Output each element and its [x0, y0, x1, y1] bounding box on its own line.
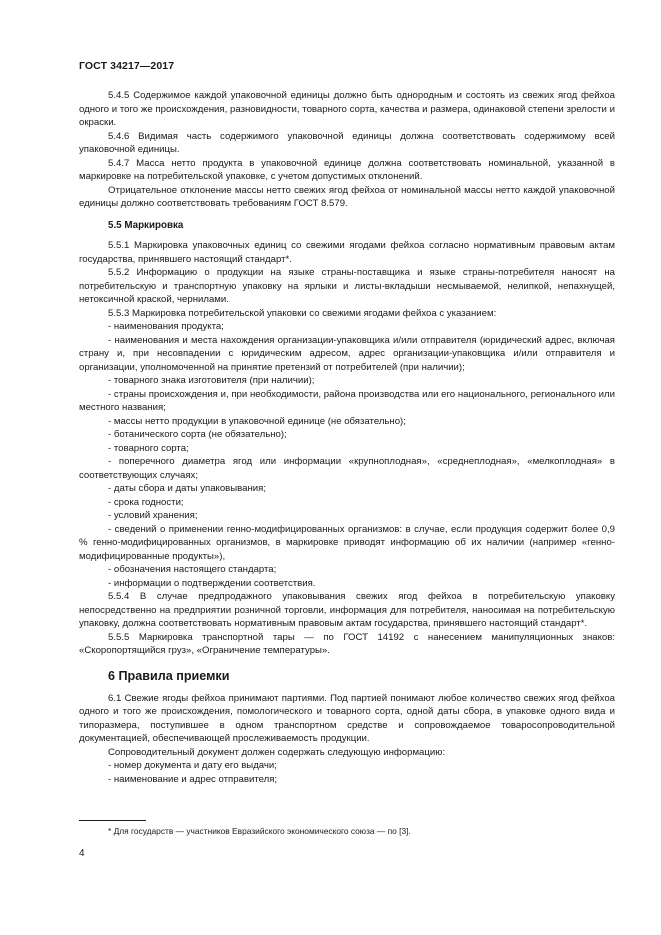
paragraph-5-4-7-continued: Отрицательное отклонение массы нетто свежих ягод фейхоа от номинальной массы нетто каждой упаковочной единицы должно соответствовать требованиям ГОСТ 8.579.	[79, 184, 615, 209]
list-item: - товарного сорта;	[108, 442, 189, 454]
footnote-divider	[79, 820, 146, 821]
list-item: - страны происхождения и, при необходимости, района производства или его национального, регионального или местного названия;	[79, 388, 615, 413]
list-item: - наименование и адрес отправителя;	[108, 773, 278, 785]
list-item: - наименования продукта;	[108, 321, 224, 332]
paragraph-5-5-2: 5.5.2 Информацию о продукции на языке страны-поставщика и языке страны-потребителя наносят на потребительскую и транспортную упаковку на ярлыки и листы-вкладыши несмываемой, нелипкой, непахнущей, нетоксичной краской, чернилами.	[79, 267, 615, 305]
body-text	[79, 89, 615, 786]
paragraph-5-4-5: 5.4.5 Содержимое каждой упаковочной единицы должно быть однородным и состоять из свежих ягод фейхоа одного и того же происхождения, разновидности, товарного сорта, качества и размера, одинаковой степени зрелости и окраски.	[79, 90, 615, 128]
list-item: - наименования и места нахождения организации-упаковщика и/или отправителя (юридический адрес, включая страну и, при несовпадении с юридическим адресом, адрес организации-упаковщика и/или отправителя и организации, уполномоченной на принятие претензий от потребителей (при наличии);	[79, 334, 615, 373]
paragraph-6-1: 6.1 Свежие ягоды фейхоа принимают партиями. Под партией понимают любое количество свежих ягод фейхоа одного и того же происхождения, помологического и товарного сорта, одной даты сбора, в упаковке одного вида и типоразмера, поступившее в одном транспортном средстве и сопровождаемое товаросопроводительной документацией, обеспечивающей прослеживаемость продукции.	[79, 692, 615, 744]
list-item: - срока годности;	[108, 496, 184, 508]
page-number: 4	[79, 848, 85, 859]
paragraph-5-4-7: 5.4.7 Масса нетто продукта в упаковочной единице должна соответствовать номинальной, указанной в маркировке на потребительской упаковке, с учетом допустимых отклонений.	[79, 157, 615, 182]
list-item: - массы нетто продукции в упаковочной единице (не обязательно);	[108, 415, 406, 427]
list-item: - номер документа и дату его выдачи;	[108, 760, 277, 771]
section-title-5-5: 5.5 Маркировка	[108, 219, 184, 231]
document-header: ГОСТ 34217—2017	[79, 60, 175, 72]
paragraph-5-5-4: 5.5.4 В случае предпродажного упаковывания свежих ягод фейхоа в потребительскую упаковку непосредственно на предприятии розничной торговли, информация для потребителя, наносимая на потребительскую упаковку, должна соответствовать нормативным правовым актам государства, принявшего настоящий стандарт*.	[79, 591, 615, 629]
footnote: * Для государств — участников Евразийского экономического союза — по [3].	[108, 826, 411, 836]
list-item: - поперечного диаметра ягод или информации «крупноплодная», «среднеплодная», «мелкоплодная» в соответствующих случаях;	[79, 456, 615, 481]
list-item: - условий хранения;	[108, 510, 198, 521]
list-item: - ботанического сорта (не обязательно);	[108, 429, 287, 440]
paragraph-6-1-continued: Сопроводительный документ должен содержать следующую информацию:	[108, 746, 446, 758]
list-item: - информации о подтверждении соответствия.	[108, 577, 316, 589]
list-item: - обозначения настоящего стандарта;	[108, 564, 277, 575]
paragraph-5-5-3: 5.5.3 Маркировка потребительской упаковки со свежими ягодами фейхоа с указанием:	[108, 307, 497, 319]
list-item: - товарного знака изготовителя (при наличии);	[108, 375, 315, 386]
section-title-6: 6 Правила приемки	[108, 668, 230, 683]
paragraph-5-5-1: 5.5.1 Маркировка упаковочных единиц со свежими ягодами фейхоа согласно нормативным правовым актам государства, принявшего настоящий стандарт*.	[79, 240, 615, 265]
list-item: - сведений о применении генно-модифицированных организмов: в случае, если продукция содержит более 0,9 % генно-модифицированных организмов, в маркировке приводят информацию об их наличии (например «генно-модифицированные продукты»),	[79, 523, 615, 562]
list-item: - даты сбора и даты упаковывания;	[108, 483, 267, 494]
paragraph-5-5-5: 5.5.5 Маркировка транспортной тары — по ГОСТ 14192 с нанесением манипуляционных знаков: «Скоропортящийся груз», «Ограничение температуры».	[79, 631, 615, 656]
paragraph-5-4-6: 5.4.6 Видимая часть содержимого упаковочной единицы должна соответствовать содержимому всей упаковочной единицы.	[79, 130, 615, 155]
